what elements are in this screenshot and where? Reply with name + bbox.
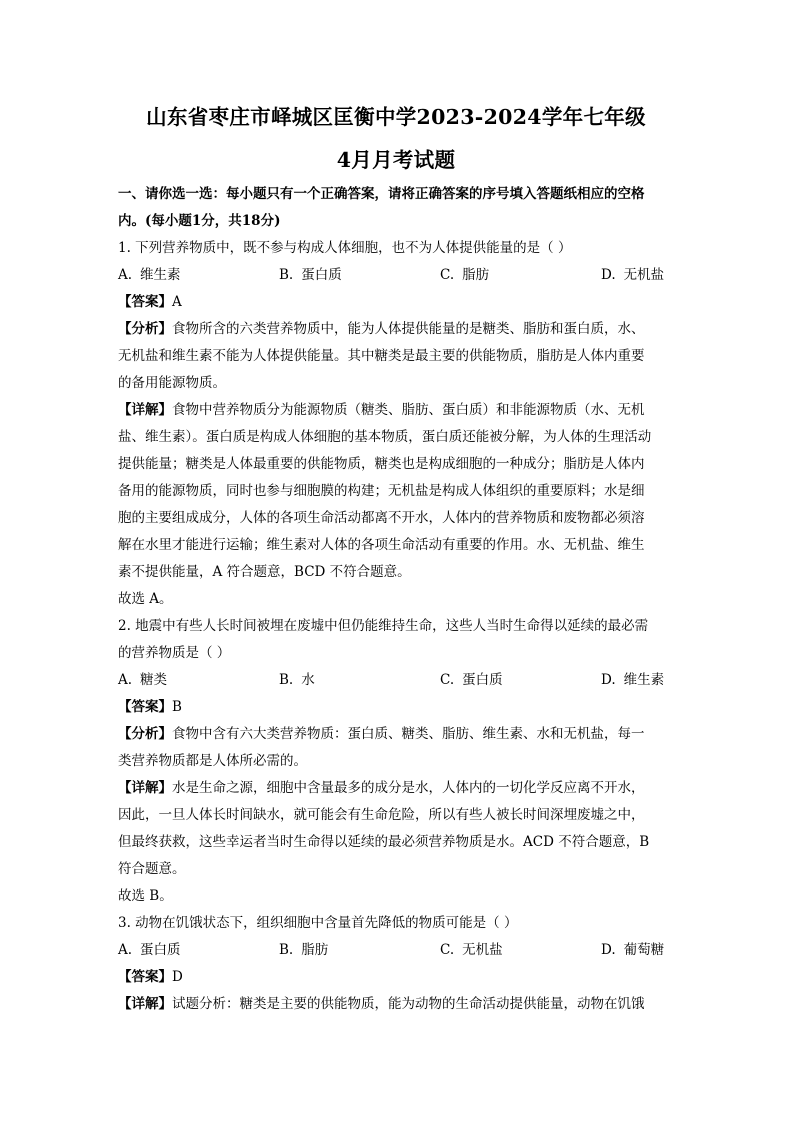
option-a: A. 蛋白质 xyxy=(118,942,181,958)
conclusion-line: 故选 A。 xyxy=(118,591,173,607)
detail-line: 【详解】水是生命之源，细胞中含量最多的成分是水，人体内的一切化学反应离不开水， xyxy=(118,780,645,796)
section-heading-line-2: 内。(每小题1分，共18分) xyxy=(118,213,281,229)
question-stem: 2. 地震中有些人长时间被埋在废墟中但仍能维持生命，这些人当时生命得以延续的最必需 xyxy=(118,618,649,634)
document-title-line-2: 4月月考试题 xyxy=(336,148,456,172)
analysis-line: 的备用能源物质。 xyxy=(118,375,226,391)
detail-line: 备用的能源物质，同时也参与细胞膜的构建；无机盐是构成人体组织的重要原料；水是细 xyxy=(118,483,645,499)
option-c: C. 无机盐 xyxy=(440,942,503,958)
option-a: A. 糖类 xyxy=(118,672,168,688)
detail-line: 因此，一旦人体长时间缺水，就可能会有生命危险，所以有些人被长时间深埋废墟之中， xyxy=(118,807,645,823)
option-c: C. 蛋白质 xyxy=(440,672,503,688)
option-c: C. 脂肪 xyxy=(440,267,490,283)
document-title-line-1: 山东省枣庄市峄城区匡衡中学2023-2024学年七年级 xyxy=(146,105,646,129)
detail-line: 解在水里才能进行运输；维生素对人体的各项生命活动有重要的作用。水、无机盐、维生 xyxy=(118,537,645,553)
detail-line: 胞的主要组成成分，人体的各项生命活动都离不开水，人体内的营养物质和废物都必须溶 xyxy=(118,510,645,526)
option-d: D. 无机盐 xyxy=(601,267,665,283)
question-3 xyxy=(118,910,674,1018)
option-b: B. 水 xyxy=(279,672,315,688)
detail-line: 但最终获救，这些幸运者当时生命得以延续的最必须营养物质是水。ACD 不符合题意，B xyxy=(118,834,650,850)
answer-options xyxy=(118,262,674,289)
analysis-line: 【分析】食物中含有六大类营养物质：蛋白质、糖类、脂肪、维生素、水和无机盐，每一 xyxy=(118,726,645,742)
answer-options xyxy=(118,937,674,964)
analysis-line: 【分析】食物所含的六类营养物质中，能为人体提供能量的是糖类、脂肪和蛋白质，水、 xyxy=(118,321,645,337)
detail-line: 提供能量；糖类是人体最重要的供能物质，糖类也是构成细胞的一种成分；脂肪是人体内 xyxy=(118,456,645,472)
question-stem: 1. 下列营养物质中，既不参与构成人体细胞，也不为人体提供能量的是（ ） xyxy=(118,240,572,256)
conclusion-line: 故选 B。 xyxy=(118,888,173,904)
option-b: B. 蛋白质 xyxy=(279,267,342,283)
detail-line: 素不提供能量，A 符合题意，BCD 不符合题意。 xyxy=(118,564,411,580)
answer-line: 【答案】D xyxy=(118,969,183,985)
option-b: B. 脂肪 xyxy=(279,942,329,958)
detail-line: 【详解】试题分析：糖类是主要的供能物质，能为动物的生命活动提供能量，动物在饥饿 xyxy=(118,996,645,1012)
detail-line: 盐、维生素）。蛋白质是构成人体细胞的基本物质，蛋白质还能被分解，为人体的生理活动 xyxy=(118,429,652,445)
answer-line: 【答案】A xyxy=(118,294,182,310)
option-a: A. 维生素 xyxy=(118,267,181,283)
page-content xyxy=(118,103,674,1018)
detail-line: 符合题意。 xyxy=(118,861,186,877)
question-1 xyxy=(118,235,674,613)
detail-line: 【详解】食物中营养物质分为能源物质（糖类、脂肪、蛋白质）和非能源物质（水、无机 xyxy=(118,402,645,418)
answer-options xyxy=(118,667,674,694)
question-stem: 的营养物质是（ ） xyxy=(118,645,231,661)
section-heading-line-1: 一、请你选一选：每小题只有一个正确答案，请将正确答案的序号填入答题纸相应的空格 xyxy=(118,186,645,202)
answer-line: 【答案】B xyxy=(118,699,182,715)
option-d: D. 葡萄糖 xyxy=(601,942,665,958)
question-2 xyxy=(118,613,674,910)
question-stem: 3. 动物在饥饿状态下，组织细胞中含量首先降低的物质可能是（ ） xyxy=(118,915,518,931)
analysis-line: 类营养物质都是人体所必需的。 xyxy=(118,753,307,769)
option-d: D. 维生素 xyxy=(601,672,665,688)
analysis-line: 无机盐和维生素不能为人体提供能量。其中糖类是最主要的供能物质，脂肪是人体内重要 xyxy=(118,348,645,364)
